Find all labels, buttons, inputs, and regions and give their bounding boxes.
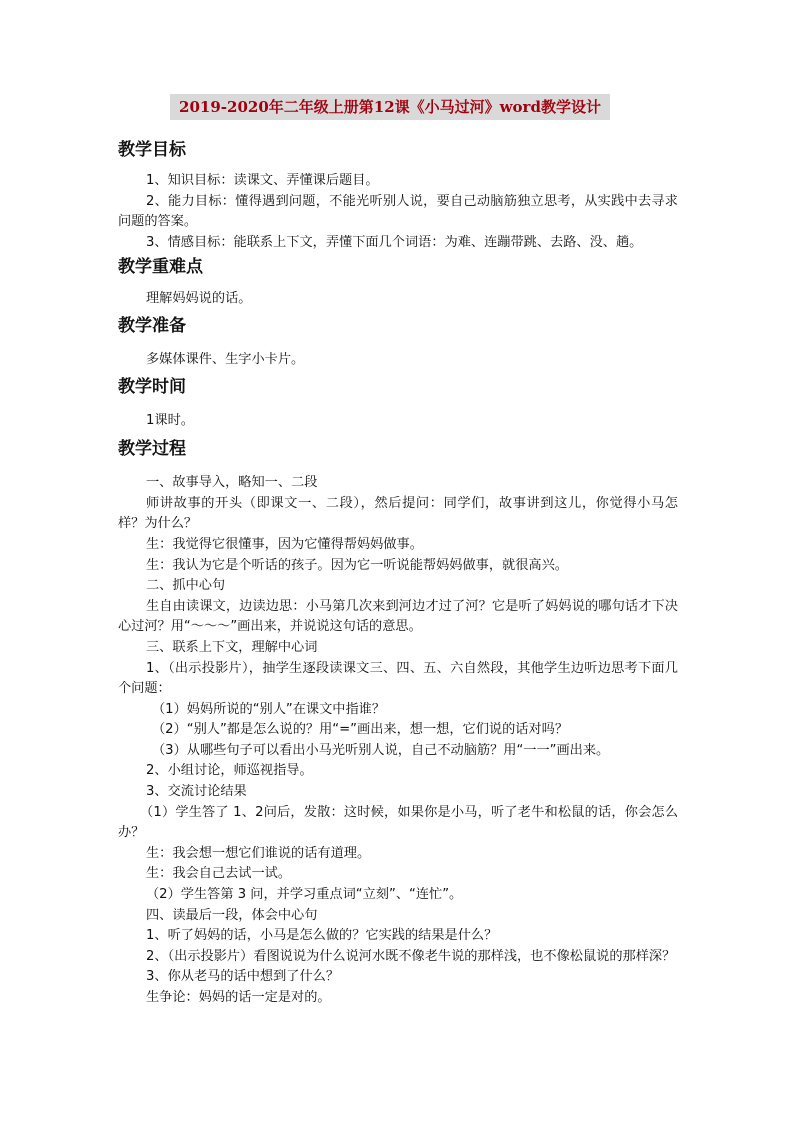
process-paragraph: 生：我会自己去试一试。 [146,866,292,882]
process-paragraph: （2）学生答第 3 问，并学习重点词“立刻”、“连忙”。 [146,887,463,903]
goal-item-2: 2、能力目标：懂得遇到问题，不能光听别人说，要自己动脑筋独立思考，从实践中去寻求问题的答案。 [118,193,678,230]
process-paragraph: 1、听了妈妈的话，小马是怎么做的？它实践的结果是什么？ [146,928,498,944]
process-paragraph: （3）从哪些句子可以看出小马光听别人说，自己不动脑筋？用“一一”画出来。 [152,742,610,758]
process-paragraph: （1）学生答了 1、2问后，发散：这时候，如果你是小马，听了老牛和松鼠的话，你会怎么办？ [118,804,678,841]
section-goals [118,138,678,253]
section-heading-goals: 教学目标 [118,140,186,160]
section-heading-key-points: 教学重难点 [118,257,203,278]
process-paragraph: 3、交流讨论结果 [146,784,247,800]
process-paragraph: 生：我觉得它很懂事，因为它懂得帮妈妈做事。 [146,536,423,552]
process-paragraph: 3、你从老马的话中想到了什么？ [146,969,340,985]
goal-item-3: 3、情感目标：能联系上下文，弄懂下面几个词语：为难、连蹦带跳、去路、没、趟。 [146,234,643,250]
process-paragraph: 二、抓中心句 [146,578,226,594]
process-paragraph: 生：我认为它是个听话的孩子。因为它一听说能帮妈妈做事，就很高兴。 [146,557,568,573]
process-paragraph: 1、（出示投影片），抽学生逐段读课文三、四、五、六自然段，其他学生边听边思考下面几个问题： [118,660,678,697]
section-process [118,437,678,1008]
goal-item-1: 1、知识目标：读课文、弄懂课后题目。 [146,173,379,188]
process-paragraph: 生争论：妈妈的话一定是对的。 [146,990,331,1005]
section-time [118,375,678,432]
section-key-points [118,255,678,310]
process-paragraph: 2、（出示投影片）看图说说为什么说河水既不像老牛说的那样浅，也不像松鼠说的那样深？ [146,948,676,964]
document-title: 2019-2020年二年级上册第12课《小马过河》word教学设计 [170,94,610,120]
section-preparation [118,314,678,371]
process-paragraph: （1）妈妈所说的“别人”在课文中指谁？ [152,701,386,717]
process-paragraph: 四、读最后一段，体会中心句 [146,907,318,923]
section-heading-process: 教学过程 [118,439,186,460]
preparation-text: 多媒体课件、生字小卡片。 [146,351,305,367]
document-page [118,94,678,1009]
time-text: 1课时。 [146,412,194,428]
process-paragraph: 2、小组讨论，师巡视指导。 [146,763,313,779]
section-heading-time: 教学时间 [118,376,186,397]
process-paragraph: 生自由读课文，边读边思：小马第几次来到河边才过了河？它是听了妈妈说的哪句话才下决心过河？用“～～～”画出来，并说说这句话的意思。 [118,598,678,635]
process-paragraph: 一、故事导入，略知一、二段 [146,475,318,491]
section-heading-preparation: 教学准备 [118,315,186,336]
key-points-text: 理解妈妈说的话。 [146,291,252,307]
process-paragraph: （2）“别人”都是怎么说的？用“=”画出来，想一想，它们说的话对吗？ [152,722,569,738]
process-paragraph: 生：我会想一想它们谁说的话有道理。 [146,845,371,861]
process-paragraph: 师讲故事的开头（即课文一、二段），然后提问：同学们，故事讲到这儿，你觉得小马怎样？为什么？ [118,495,678,532]
process-paragraph: 三、联系上下文，理解中心词 [146,639,318,655]
